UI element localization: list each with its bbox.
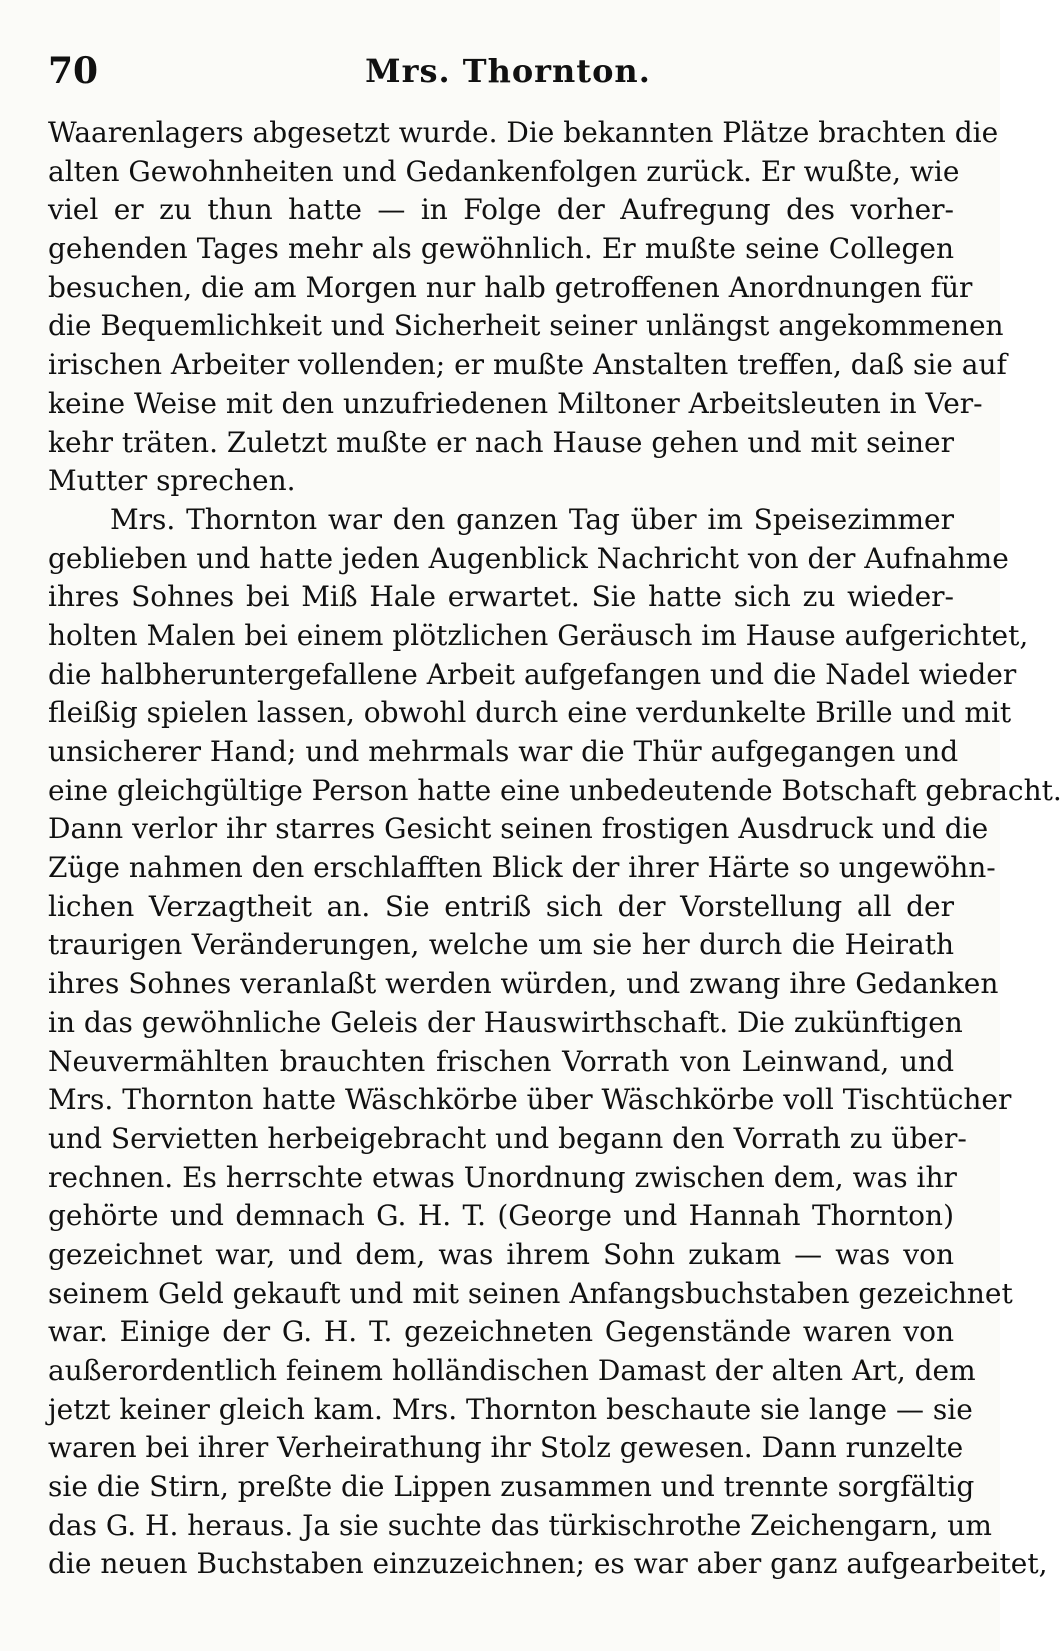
text-line: seinem Geld gekauft und mit seinen Anfangsbuchstaben gezeichnet [48,1276,1013,1310]
text-line: Mrs. Thornton hatte Wäschkörbe über Wäschkörbe voll Tischtücher [48,1083,1012,1117]
page-title: Mrs. Thornton. [365,52,651,90]
text-line: außerordentlich feinem holländischen Damast der alten Art, dem [48,1354,976,1387]
text-line: kehr träten. Zuletzt mußte er nach Hause gehen und mit seiner [48,425,954,459]
body-text [48,114,1062,1584]
text-line: gehenden Tages mehr als gewöhnlich. Er mußte seine Collegen [48,232,954,266]
text-line: Waarenlagers abgesetzt wurde. Die bekannten Plätze brachten die [48,116,999,149]
text-line: ihres Sohnes bei Miß Hale erwartet. Sie hatte sich zu wieder- [48,580,954,614]
text-line: besuchen, die am Morgen nur halb getroffenen Anordnungen für [48,270,973,304]
text-line: jetzt keiner gleich kam. Mrs. Thornton beschaute sie lange — sie [48,1392,973,1426]
text-line: in das gewöhnliche Geleis der Hauswirthschaft. Die zukünftigen [48,1005,963,1039]
text-line: irischen Arbeiter vollenden; er mußte Anstalten treffen, daß sie auf [48,348,1007,382]
text-line: Neuvermählten brauchten frischen Vorrath von Leinwand, und [48,1044,954,1078]
text-line: lichen Verzagtheit an. Sie entriß sich der Vorstellung all der [48,889,954,923]
text-line: Züge nahmen den erschlafften Blick der ihrer Härte so ungewöhn- [48,851,996,885]
text-line: ihres Sohnes veranlaßt werden würden, und zwang ihre Gedanken [48,967,999,1001]
text-line: viel er zu thun hatte — in Folge der Aufregung des vorher- [48,193,954,227]
text-line: keine Weise mit den unzufriedenen Miltoner Arbeitsleuten in Ver- [48,386,983,420]
text-line: geblieben und hatte jeden Augenblick Nachricht von der Aufnahme [48,541,1009,575]
text-line: die neuen Buchstaben einzuzeichnen; es war aber ganz aufgearbeitet, [48,1547,1048,1581]
text-line: gehörte und demnach G. H. T. (George und Hannah Thornton) [48,1199,954,1233]
text-line: Mutter sprechen. [48,464,296,498]
text-line: traurigen Veränderungen, welche um sie her durch die Heirath [48,928,954,962]
text-line: die halbheruntergefallene Arbeit aufgefangen und die Nadel wieder [48,657,1017,691]
text-line: unsicherer Hand; und mehrmals war die Thür aufgegangen und [48,735,959,768]
text-line: gezeichnet war, und dem, was ihrem Sohn zukam — was von [48,1237,954,1271]
text-line: holten Malen bei einem plötzlichen Geräusch im Hause aufgerichtet, [48,618,1029,652]
text-line: alten Gewohnheiten und Gedankenfolgen zurück. Er wußte, wie [48,154,960,188]
text-line: die Bequemlichkeit und Sicherheit seiner unlängst angekommenen [48,309,1004,343]
text-line: fleißig spielen lassen, obwohl durch eine verdunkelte Brille und mit [48,696,1012,730]
text-line: das G. H. heraus. Ja sie suchte das türkischrothe Zeichengarn, um [48,1508,992,1542]
running-head [48,46,954,96]
paragraph-first-line: Mrs. Thornton war den ganzen Tag über im Speisezimmer [110,502,954,536]
text-line: und Servietten herbeigebracht und begann den Vorrath zu über- [48,1121,967,1155]
text-line: sie die Stirn, preßte die Lippen zusammen und trennte sorgfältig [48,1470,975,1504]
text-line: eine gleichgültige Person hatte eine unbedeutende Botschaft gebracht. [48,773,1062,807]
text-line: war. Einige der G. H. T. gezeichneten Gegenstände waren von [48,1315,954,1349]
text-line: Dann verlor ihr starres Gesicht seinen frostigen Ausdruck und die [48,812,989,846]
text-line: rechnen. Es herrschte etwas Unordnung zwischen dem, was ihr [48,1160,957,1194]
text-line: waren bei ihrer Verheirathung ihr Stolz gewesen. Dann runzelte [48,1431,964,1465]
page-number: 70 [48,50,99,92]
